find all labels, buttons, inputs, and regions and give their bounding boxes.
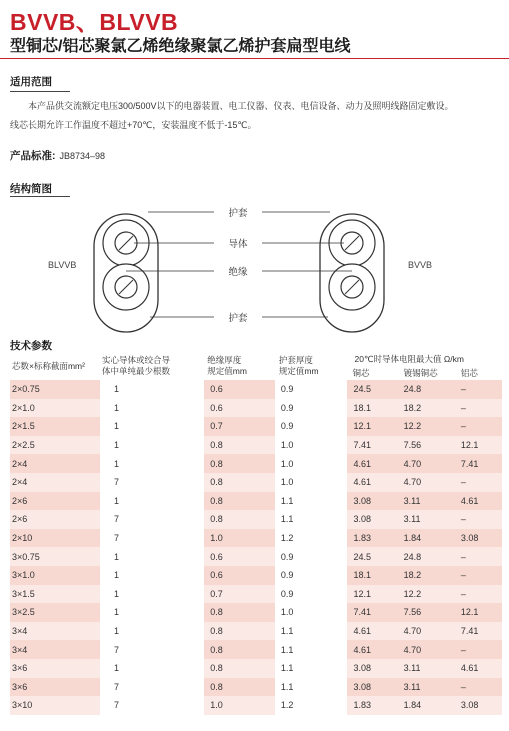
cell-insulation: 0.8 xyxy=(203,454,275,473)
cell-insulation: 0.7 xyxy=(203,417,275,436)
cell-cores-section: 3×4 xyxy=(10,640,100,659)
cell-tinned-copper: 4.70 xyxy=(398,622,455,641)
cell-tinned-copper: 18.2 xyxy=(398,399,455,418)
cell-tinned-copper: 1.84 xyxy=(398,529,455,548)
cell-sheath: 1.1 xyxy=(275,510,347,529)
cell-tinned-copper: 1.84 xyxy=(398,696,455,715)
cell-aluminum: – xyxy=(455,678,502,697)
cell-tinned-copper: 18.2 xyxy=(398,566,455,585)
table-row xyxy=(10,454,502,473)
cell-tinned-copper: 3.11 xyxy=(398,492,455,511)
header-aluminum: 铝芯 xyxy=(455,366,502,380)
header-sheath xyxy=(275,352,347,380)
cell-min-strands: 7 xyxy=(100,510,203,529)
section-underline xyxy=(10,91,70,92)
cell-sheath: 1.2 xyxy=(275,696,347,715)
header-cores-section: 芯数×标称截面mm² xyxy=(10,352,100,380)
cell-cores-section: 3×1.0 xyxy=(10,566,100,585)
table-row xyxy=(10,640,502,659)
cell-sheath: 1.0 xyxy=(275,454,347,473)
scope-line-2: 线芯长期允许工作温度不超过+70℃，安装温度不低于-15℃。 xyxy=(10,120,257,130)
cell-tinned-copper: 4.70 xyxy=(398,454,455,473)
cell-sheath: 1.0 xyxy=(275,603,347,622)
cell-tinned-copper: 4.70 xyxy=(398,473,455,492)
table-row xyxy=(10,603,502,622)
scope-line-1: 本产品供交流额定电压300/500V以下的电器装置、电工仪器、仪表、电信设备、动力及照明线路固定敷设。 xyxy=(28,101,454,111)
cell-aluminum: 12.1 xyxy=(455,436,502,455)
cell-copper: 4.61 xyxy=(346,640,397,659)
cell-min-strands: 1 xyxy=(100,585,203,604)
cell-insulation: 0.7 xyxy=(203,585,275,604)
standard-value: JB8734–98 xyxy=(59,151,106,161)
cell-aluminum: – xyxy=(455,417,502,436)
cell-min-strands: 7 xyxy=(100,640,203,659)
table-row xyxy=(10,678,502,697)
cell-min-strands: 7 xyxy=(100,473,203,492)
table-row xyxy=(10,529,502,548)
cell-copper: 7.41 xyxy=(346,603,397,622)
cell-cores-section: 2×0.75 xyxy=(10,380,100,399)
cell-aluminum: 7.41 xyxy=(455,622,502,641)
cell-copper: 24.5 xyxy=(346,380,397,399)
table-row xyxy=(10,585,502,604)
cell-cores-section: 3×1.5 xyxy=(10,585,100,604)
cell-tinned-copper: 24.8 xyxy=(398,547,455,566)
cell-aluminum: – xyxy=(455,510,502,529)
cell-cores-section: 2×6 xyxy=(10,510,100,529)
cell-min-strands: 1 xyxy=(100,547,203,566)
cell-cores-section: 2×6 xyxy=(10,492,100,511)
section-heading-tech: 技术参数 xyxy=(10,340,52,352)
cable-label-right: BVVB xyxy=(408,260,433,270)
callout-sheath-top: 护套 xyxy=(228,208,248,219)
table-row xyxy=(10,510,502,529)
header-min-strands-line2: 体中单纯最少根数 xyxy=(102,366,171,376)
cell-tinned-copper: 3.11 xyxy=(398,510,455,529)
cell-tinned-copper: 24.8 xyxy=(398,380,455,399)
cell-sheath: 0.9 xyxy=(275,585,347,604)
callout-sheath-bottom: 护套 xyxy=(228,313,248,324)
cell-insulation: 0.6 xyxy=(203,547,275,566)
cell-aluminum: – xyxy=(455,585,502,604)
cell-tinned-copper: 12.2 xyxy=(398,417,455,436)
cell-copper: 4.61 xyxy=(346,454,397,473)
cell-cores-section: 3×10 xyxy=(10,696,100,715)
cell-tinned-copper: 3.11 xyxy=(398,678,455,697)
cell-copper: 3.08 xyxy=(346,510,397,529)
cable-label-left: BLVVB xyxy=(48,260,77,270)
cell-insulation: 0.8 xyxy=(203,640,275,659)
header-sheath-line1: 护套厚度 xyxy=(278,355,313,365)
cell-insulation: 0.8 xyxy=(203,473,275,492)
header-copper: 铜芯 xyxy=(346,366,397,380)
cell-sheath: 0.9 xyxy=(275,399,347,418)
cell-aluminum: – xyxy=(455,380,502,399)
page-title: BVVB、BLVVB xyxy=(10,9,179,35)
cell-copper: 1.83 xyxy=(346,529,397,548)
cell-tinned-copper: 7.56 xyxy=(398,603,455,622)
section-heading-scope: 适用范围 xyxy=(10,76,52,88)
cell-sheath: 0.9 xyxy=(275,417,347,436)
cell-insulation: 0.8 xyxy=(203,436,275,455)
cell-sheath: 1.1 xyxy=(275,622,347,641)
cell-cores-section: 3×0.75 xyxy=(10,547,100,566)
section-heading-structure: 结构简图 xyxy=(10,183,52,195)
cell-sheath: 0.9 xyxy=(275,380,347,399)
cell-cores-section: 2×1.0 xyxy=(10,399,100,418)
callout-conductor: 导体 xyxy=(228,239,248,250)
table-row xyxy=(10,492,502,511)
cell-copper: 4.61 xyxy=(346,473,397,492)
cell-min-strands: 1 xyxy=(100,454,203,473)
table-row xyxy=(10,566,502,585)
cell-min-strands: 1 xyxy=(100,659,203,678)
cell-insulation: 0.8 xyxy=(203,659,275,678)
cell-copper: 18.1 xyxy=(346,566,397,585)
cable-cross-section-left xyxy=(94,214,158,332)
cell-sheath: 1.0 xyxy=(275,436,347,455)
cell-aluminum: 7.41 xyxy=(455,454,502,473)
cell-aluminum: – xyxy=(455,640,502,659)
standard-label: 产品标准: xyxy=(10,150,56,162)
cell-copper: 24.5 xyxy=(346,547,397,566)
cell-aluminum: 4.61 xyxy=(455,492,502,511)
cell-aluminum: 12.1 xyxy=(455,603,502,622)
cell-insulation: 0.8 xyxy=(203,622,275,641)
table-header-row xyxy=(10,352,502,366)
header-resistance-group: 20℃时导体电阻最大值 Ω/km xyxy=(346,352,502,366)
cell-sheath: 0.9 xyxy=(275,566,347,585)
cell-aluminum: – xyxy=(455,399,502,418)
cable-structure-diagram xyxy=(0,196,509,336)
table-row xyxy=(10,380,502,399)
table-row xyxy=(10,547,502,566)
header-insulation-line1: 绝缘厚度 xyxy=(207,355,242,365)
cell-aluminum: – xyxy=(455,566,502,585)
table-row xyxy=(10,696,502,715)
cell-insulation: 1.0 xyxy=(203,696,275,715)
product-standard xyxy=(10,148,105,163)
cell-min-strands: 7 xyxy=(100,696,203,715)
cell-copper: 4.61 xyxy=(346,622,397,641)
header-sheath-line2: 规定值mm xyxy=(278,366,319,376)
cell-min-strands: 1 xyxy=(100,603,203,622)
cell-cores-section: 2×2.5 xyxy=(10,436,100,455)
cell-insulation: 0.8 xyxy=(203,492,275,511)
table-row xyxy=(10,473,502,492)
table-row xyxy=(10,399,502,418)
cell-tinned-copper: 3.11 xyxy=(398,659,455,678)
cell-min-strands: 1 xyxy=(100,380,203,399)
cable-cross-section-right xyxy=(320,214,384,332)
cell-min-strands: 7 xyxy=(100,529,203,548)
cell-cores-section: 3×4 xyxy=(10,622,100,641)
cell-tinned-copper: 4.70 xyxy=(398,640,455,659)
cell-copper: 7.41 xyxy=(346,436,397,455)
cell-copper: 3.08 xyxy=(346,678,397,697)
cell-sheath: 1.1 xyxy=(275,640,347,659)
cell-sheath: 0.9 xyxy=(275,547,347,566)
cell-insulation: 1.0 xyxy=(203,529,275,548)
cell-insulation: 0.8 xyxy=(203,510,275,529)
cell-min-strands: 1 xyxy=(100,436,203,455)
cell-insulation: 0.8 xyxy=(203,603,275,622)
cell-copper: 12.1 xyxy=(346,417,397,436)
header-min-strands-line1: 实心导体或绞合导 xyxy=(102,355,171,365)
cell-cores-section: 3×6 xyxy=(10,659,100,678)
header-insulation xyxy=(203,352,275,380)
cell-aluminum: – xyxy=(455,473,502,492)
table-row xyxy=(10,417,502,436)
cell-min-strands: 1 xyxy=(100,492,203,511)
cell-min-strands: 7 xyxy=(100,678,203,697)
table-row xyxy=(10,659,502,678)
callout-lines xyxy=(126,212,352,317)
header-insulation-line2: 规定值mm xyxy=(207,366,247,376)
table-row xyxy=(10,622,502,641)
cell-cores-section: 3×6 xyxy=(10,678,100,697)
cell-insulation: 0.6 xyxy=(203,566,275,585)
cell-cores-section: 2×4 xyxy=(10,454,100,473)
callout-insulation: 绝缘 xyxy=(228,267,248,278)
cell-aluminum: 3.08 xyxy=(455,529,502,548)
cell-insulation: 0.6 xyxy=(203,380,275,399)
tech-params-table xyxy=(10,352,502,715)
cell-copper: 1.83 xyxy=(346,696,397,715)
page-subtitle: 型铜芯/铝芯聚氯乙烯绝缘聚氯乙烯护套扁型电线 xyxy=(10,38,351,55)
table-row xyxy=(10,436,502,455)
cell-cores-section: 2×10 xyxy=(10,529,100,548)
cell-sheath: 1.1 xyxy=(275,678,347,697)
cell-aluminum: 3.08 xyxy=(455,696,502,715)
cell-copper: 3.08 xyxy=(346,659,397,678)
cell-sheath: 1.0 xyxy=(275,473,347,492)
cell-sheath: 1.1 xyxy=(275,659,347,678)
header-min-strands xyxy=(100,352,203,380)
cell-sheath: 1.1 xyxy=(275,492,347,511)
cell-aluminum: – xyxy=(455,547,502,566)
cell-min-strands: 1 xyxy=(100,566,203,585)
cell-copper: 12.1 xyxy=(346,585,397,604)
cell-cores-section: 2×1.5 xyxy=(10,417,100,436)
cell-insulation: 0.8 xyxy=(203,678,275,697)
cell-sheath: 1.2 xyxy=(275,529,347,548)
cell-min-strands: 1 xyxy=(100,417,203,436)
cell-tinned-copper: 12.2 xyxy=(398,585,455,604)
cell-copper: 18.1 xyxy=(346,399,397,418)
cell-min-strands: 1 xyxy=(100,399,203,418)
cell-cores-section: 2×4 xyxy=(10,473,100,492)
title-divider xyxy=(0,58,509,59)
header-tinned-copper: 镀锡铜芯 xyxy=(398,366,455,380)
cell-insulation: 0.6 xyxy=(203,399,275,418)
cell-tinned-copper: 7.56 xyxy=(398,436,455,455)
cell-cores-section: 3×2.5 xyxy=(10,603,100,622)
cell-aluminum: 4.61 xyxy=(455,659,502,678)
cell-min-strands: 1 xyxy=(100,622,203,641)
cell-copper: 3.08 xyxy=(346,492,397,511)
